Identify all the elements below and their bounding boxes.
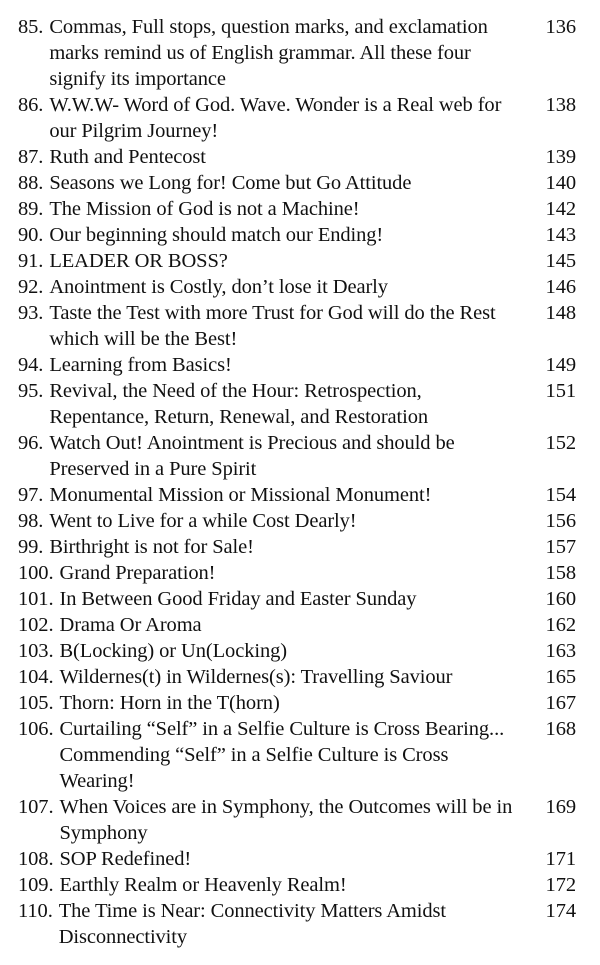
entry-number: 95.	[18, 380, 44, 402]
entry-number: 109.	[18, 874, 54, 896]
entry-title: Anointment is Costly, don’t lose it Dearly	[49, 276, 388, 298]
toc-entry	[18, 638, 576, 664]
entry-title: Our beginning should match our Ending!	[49, 224, 384, 246]
toc-entry	[18, 508, 576, 534]
entry-title: B(Locking) or Un(Locking)	[59, 640, 287, 662]
entry-title: Taste the Test with more Trust for God will do the Rest which will be the Best!	[49, 302, 496, 350]
entry-page: 148	[545, 302, 576, 324]
toc-entry	[18, 872, 576, 898]
entry-page: 152	[545, 432, 576, 454]
entry-title: Curtailing “Self” in a Selfie Culture is Cross Bearing... Commending “Self” in a Selfie Culture is Cross Wearing!	[59, 718, 505, 792]
toc-entry	[18, 482, 576, 508]
entry-title: Seasons we Long for! Come but Go Attitude	[49, 172, 412, 194]
entry-number: 89.	[18, 198, 44, 220]
entry-title: Earthly Realm or Heavenly Realm!	[59, 874, 347, 896]
entry-number: 106.	[18, 718, 54, 740]
entry-title: SOP Redefined!	[59, 848, 192, 870]
toc-entry	[18, 144, 576, 170]
entry-title: Ruth and Pentecost	[49, 146, 206, 168]
entry-page: 139	[545, 146, 576, 168]
toc-entry	[18, 664, 576, 690]
entry-number: 93.	[18, 302, 44, 324]
entry-title: Grand Preparation!	[59, 562, 216, 584]
toc-entry	[18, 248, 576, 274]
toc-entry	[18, 274, 576, 300]
entry-title: Thorn: Horn in the T(horn)	[59, 692, 280, 714]
entry-page: 160	[545, 588, 576, 610]
entry-number: 104.	[18, 666, 54, 688]
entry-page: 162	[545, 614, 576, 636]
entry-page: 163	[545, 640, 576, 662]
entry-page: 143	[545, 224, 576, 246]
toc-entry	[18, 430, 576, 482]
entry-page: 171	[545, 848, 576, 870]
toc-entry	[18, 898, 576, 950]
entry-number: 107.	[18, 796, 54, 818]
entry-page: 167	[545, 692, 576, 714]
entry-number: 96.	[18, 432, 44, 454]
entry-page: 156	[545, 510, 576, 532]
entry-number: 102.	[18, 614, 54, 636]
entry-number: 103.	[18, 640, 54, 662]
entry-page: 169	[545, 796, 576, 818]
entry-title: Wildernes(t) in Wildernes(s): Travelling Saviour	[59, 666, 453, 688]
toc-entry	[18, 170, 576, 196]
toc-entry	[18, 794, 576, 846]
entry-number: 97.	[18, 484, 44, 506]
entry-number: 86.	[18, 94, 44, 116]
entry-page: 140	[545, 172, 576, 194]
entry-title: Watch Out! Anointment is Precious and should be Preserved in a Pure Spirit	[49, 432, 455, 480]
entry-title: LEADER OR BOSS?	[49, 250, 228, 272]
table-of-contents	[18, 14, 576, 950]
entry-number: 94.	[18, 354, 44, 376]
toc-entry	[18, 222, 576, 248]
toc-entry	[18, 378, 576, 430]
toc-entry	[18, 92, 576, 144]
entry-title: Birthright is not for Sale!	[49, 536, 254, 558]
entry-page: 151	[545, 380, 576, 402]
entry-title: Monumental Mission or Missional Monument!	[49, 484, 432, 506]
entry-number: 110.	[18, 900, 53, 922]
entry-page: 165	[545, 666, 576, 688]
entry-number: 98.	[18, 510, 44, 532]
entry-number: 108.	[18, 848, 54, 870]
entry-page: 158	[545, 562, 576, 584]
toc-entry	[18, 716, 576, 794]
entry-page: 136	[545, 16, 576, 38]
toc-entry	[18, 560, 576, 586]
entry-page: 174	[545, 900, 576, 922]
entry-number: 99.	[18, 536, 44, 558]
entry-page: 138	[545, 94, 576, 116]
entry-page: 142	[545, 198, 576, 220]
entry-number: 105.	[18, 692, 54, 714]
entry-number: 92.	[18, 276, 44, 298]
toc-entry	[18, 534, 576, 560]
entry-number: 101.	[18, 588, 54, 610]
entry-number: 91.	[18, 250, 44, 272]
entry-title: Revival, the Need of the Hour: Retrospection, Repentance, Return, Renewal, and Restoration	[49, 380, 429, 428]
toc-entry	[18, 612, 576, 638]
toc-entry	[18, 846, 576, 872]
entry-title: In Between Good Friday and Easter Sunday	[59, 588, 417, 610]
entry-title: Drama Or Aroma	[59, 614, 202, 636]
entry-number: 85.	[18, 16, 44, 38]
entry-page: 168	[545, 718, 576, 740]
entry-page: 149	[545, 354, 576, 376]
entry-number: 100.	[18, 562, 54, 584]
entry-title: The Time is Near: Connectivity Matters Amidst Disconnectivity	[58, 900, 446, 948]
toc-entry	[18, 14, 576, 92]
entry-title: Commas, Full stops, question marks, and exclamation marks remind us of English grammar. All these four signify its importance	[49, 16, 488, 90]
toc-entry	[18, 196, 576, 222]
entry-title: W.W.W- Word of God. Wave. Wonder is a Real web for our Pilgrim Journey!	[49, 94, 502, 142]
entry-page: 172	[545, 874, 576, 896]
entry-number: 90.	[18, 224, 44, 246]
entry-title: Learning from Basics!	[49, 354, 232, 376]
entry-title: The Mission of God is not a Machine!	[49, 198, 360, 220]
toc-entry	[18, 586, 576, 612]
entry-page: 157	[545, 536, 576, 558]
entry-number: 87.	[18, 146, 44, 168]
entry-title: When Voices are in Symphony, the Outcomes will be in Symphony	[59, 796, 513, 844]
entry-title: Went to Live for a while Cost Dearly!	[49, 510, 357, 532]
entry-page: 146	[545, 276, 576, 298]
toc-entry	[18, 690, 576, 716]
entry-number: 88.	[18, 172, 44, 194]
entry-page: 145	[545, 250, 576, 272]
entry-page: 154	[545, 484, 576, 506]
toc-entry	[18, 352, 576, 378]
toc-entry	[18, 300, 576, 352]
